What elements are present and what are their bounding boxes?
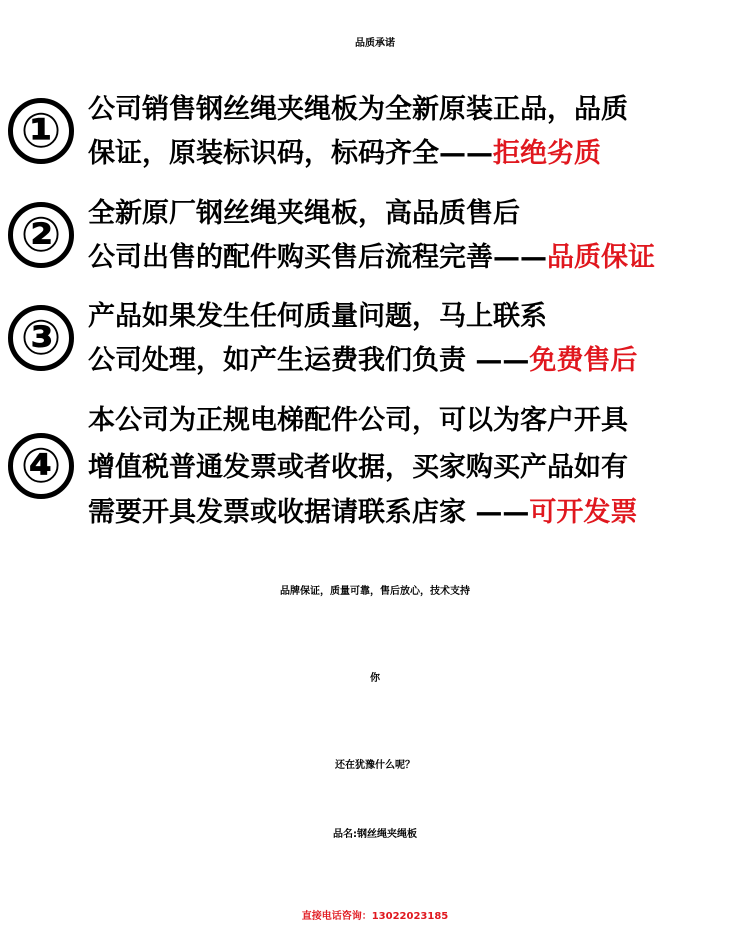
item-2-line-1-text: 全新原厂钢丝绳夹绳板，高品质售后 xyxy=(88,198,520,229)
item-3-line-1-text: 产品如果发生任何质量问题，马上联系 xyxy=(88,301,547,332)
item-1-line-1-text: 公司销售钢丝绳夹绳板为全新原装正品，品质 xyxy=(88,94,628,125)
item-3-line-1 xyxy=(88,299,547,335)
number-badge-4: ④ xyxy=(8,433,74,499)
number-badge-3: ③ xyxy=(8,305,74,371)
number-badge-2: ② xyxy=(8,202,74,268)
item-4-line-2 xyxy=(88,450,628,486)
slogan: 品牌保证，质量可靠，售后放心，技术支持 xyxy=(280,586,470,597)
item-4-line-3 xyxy=(88,495,637,531)
item-1-highlight: 拒绝劣质 xyxy=(493,138,601,169)
item-3-line-2-text: 公司处理，如产生运费我们负责 —— xyxy=(88,345,530,376)
item-4-highlight: 可开发票 xyxy=(529,497,638,528)
contact-phone: 直接电话咨询：13022023185 xyxy=(301,911,449,922)
item-1-line-2-text: 保证，原装标识码，标码齐全—— xyxy=(88,138,493,169)
product-name: 品名:钢丝绳夹绳板 xyxy=(333,829,417,840)
item-2-line-2 xyxy=(88,240,655,276)
big-character: 你 xyxy=(370,673,380,684)
page-title: 品质承诺 xyxy=(355,38,395,49)
number-badge-1: ① xyxy=(8,98,74,164)
item-2-highlight: 品质保证 xyxy=(547,242,655,273)
item-2-line-1 xyxy=(88,196,520,232)
item-4-line-1-text: 本公司为正规电梯配件公司，可以为客户开具 xyxy=(88,405,628,436)
item-3-line-2 xyxy=(88,343,637,379)
question-text: 还在犹豫什么呢？ xyxy=(335,760,415,771)
item-4-line-2-text: 增值税普通发票或者收据，买家购买产品如有 xyxy=(88,452,628,483)
item-3-highlight: 免费售后 xyxy=(529,345,638,376)
item-1-line-1 xyxy=(88,92,628,128)
item-4-line-1 xyxy=(88,403,628,439)
item-2-line-2-text: 公司出售的配件购买售后流程完善—— xyxy=(88,242,547,273)
item-1-line-2 xyxy=(88,136,601,172)
item-4-line-3-text: 需要开具发票或收据请联系店家 —— xyxy=(88,497,530,528)
